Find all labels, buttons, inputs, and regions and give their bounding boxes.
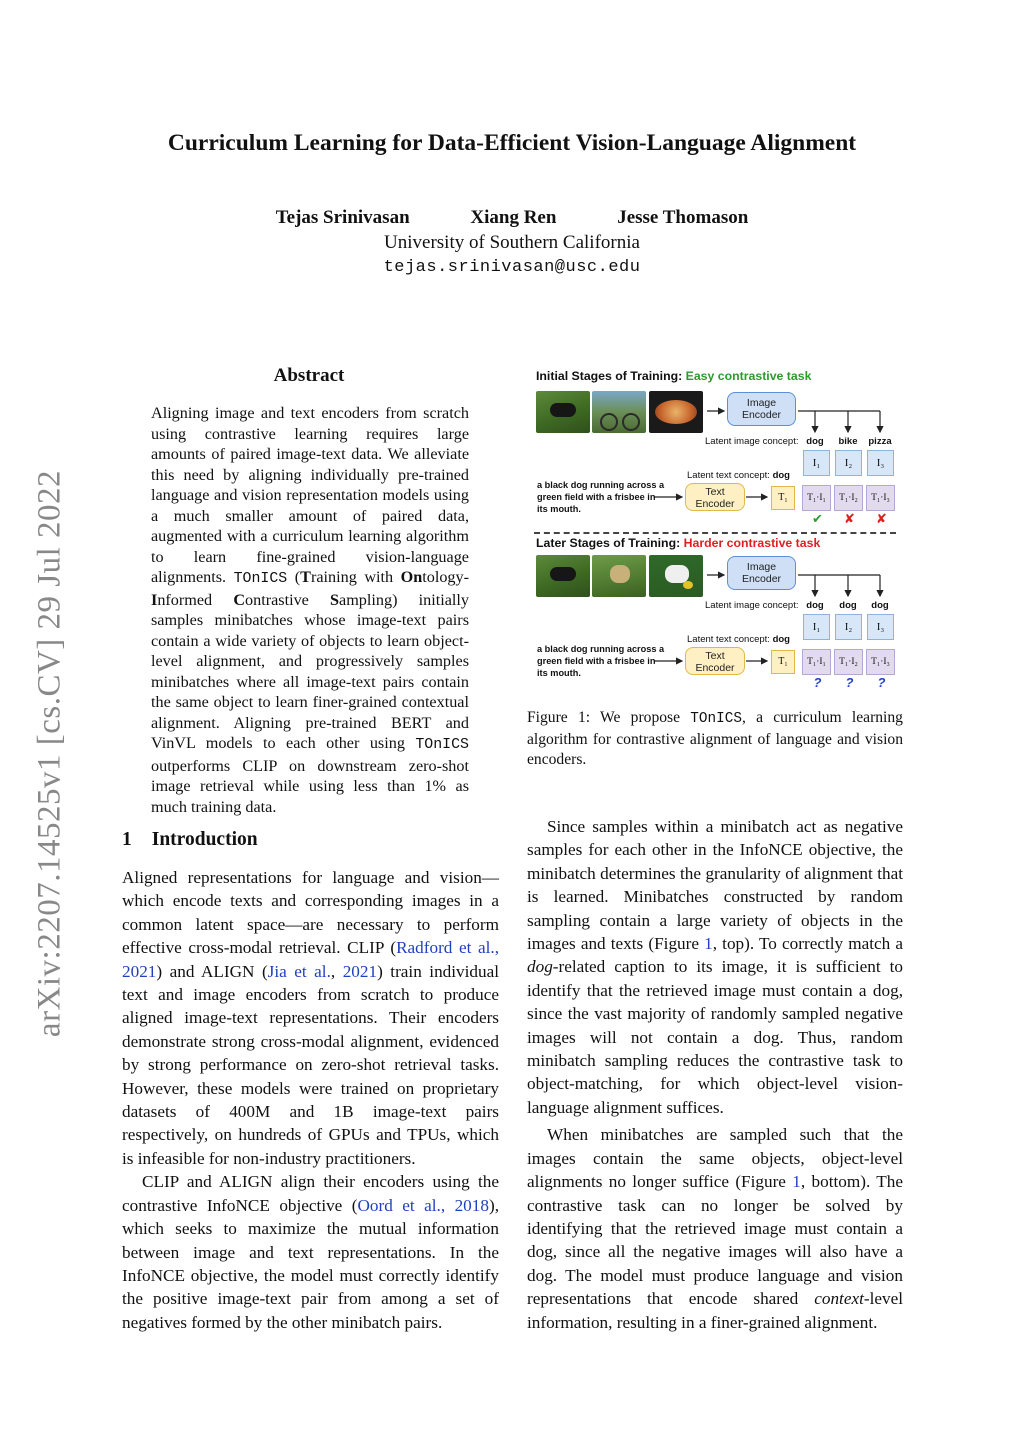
abstract-heading: Abstract [273,365,345,386]
image-vector: I₃ [867,450,894,476]
concept-label: dog [806,600,824,611]
figure-1 [534,366,906,696]
figure-bottom-stage-label: Later Stages of Training: Harder contrastive task [536,536,821,550]
question-icon: ? [877,675,886,690]
image-encoder-box: Image Encoder [727,556,796,590]
image-encoder-box: Image Encoder [727,392,796,426]
author-email[interactable]: tejas.srinivasan@usc.edu [383,258,641,277]
caption-text: a black dog running across a green field with a frisbee in its mouth. [537,644,665,678]
latent-image-label: Latent image concept: [705,436,799,447]
check-icon: ✔ [812,511,823,526]
citation-link[interactable]: Oord et al., 2018 [357,1195,489,1215]
author-name: Jesse Thomason [617,207,749,228]
dog-photo [536,391,590,433]
method-name: TOnICS [415,737,469,753]
dot-product: T₁·I₃ [866,485,895,511]
image-vector: I₁ [803,450,830,476]
question-icon: ? [813,675,822,690]
latent-text-label: Latent text concept: dog [687,634,790,645]
question-icon: ? [845,675,854,690]
abstract-body: Aligning image and text encoders from scratch using contrastive learning requires large amounts of paired image-text data. We alleviate this need by aligning individually pre-trained language and vision representation models using a much smaller amount of paired data, augmented with a curriculum learning algorithm to learn fine-grained vision-language alignments. TOnICS (Training with Ontology-Informed Contrastive Sampling) initially samples minibatches whose image-text pairs contain a wide variety of objects to learn object-level alignment, and progressively samples minibatches where all image-text pairs contain the same object to learn finer-grained contextual alignment. Aligning pre-trained BERT and VinVL models to each other using TOnICS outperforms CLIP on downstream zero-shot image retrieval while using less than 1% as much training data. [151,404,469,816]
concept-label: dog [839,600,857,611]
section-heading: 1 Introduction [122,829,258,850]
bike-photo [592,391,646,433]
latent-image-label: Latent image concept: [705,600,799,611]
dot-product: T₁·I₃ [866,649,895,675]
pizza-photo [649,391,703,433]
concept-label: dog [806,436,824,447]
cross-icon: ✘ [876,511,887,526]
text-vector: T₁ [771,486,795,510]
figure-top-stage-label: Initial Stages of Training: Easy contrastive task [536,369,812,383]
latent-text-label: Latent text concept: dog [687,470,790,481]
dot-product: T₁·I₁ [802,649,831,675]
author-name: Xiang Ren [470,207,557,228]
author-list [0,207,1024,229]
concept-label: pizza [868,436,892,447]
citation-link[interactable]: Jia et al. [267,961,331,981]
method-name: TOnICS [233,571,288,587]
citation-link[interactable]: Radford et al., 2021 [122,938,499,981]
dog-photo [536,555,590,597]
paper-title: Curriculum Learning for Data-Efficient Vision-Language Alignment [167,130,857,156]
dot-product: T₁·I₁ [802,485,831,511]
concept-label: dog [871,600,889,611]
dog-photo [592,555,646,597]
text-encoder-box: Text Encoder [685,647,745,675]
right-column-body: Since samples within a minibatch act as negative samples for each other in the InfoNCE objective, the minibatch determines the granularity of alignment that is learned. Minibatches constructed by random sampling contain a large variety of objects in the images and texts (Figure 1, top). To correctly match a dog-related caption to its image, it is sufficient to identify that the retrieved image must contain a dog, since the vast majority of randomly sampled negative images will not contain a dog. Thus, random minibatch sampling reduces the contrastive task to object-matching, for which object-level vision-language alignment suffices. When minibatches are sampled such that the images contain the same objects, object-level alignments no longer suffice (Figure 1, bottom). The contrastive task can no longer be solved by identifying that the retrieved image must contain a dog, since all the negative images will also have a dog. The model must produce language and vision representations that encode shared context-level information, resulting in a finer-grained alignment. [527,817,904,1332]
concept-label: bike [838,436,858,447]
image-vector: I₁ [803,614,830,640]
image-vector: I₃ [867,614,894,640]
dot-product: T₁·I₂ [834,649,863,675]
left-column-body: Aligned representations for language and vision—which encode texts and corresponding images in a common latent space—are necessary to perform effective cross-modal retrieval. CLIP (Radford et al., 2021) and ALIGN (Jia et al., 2021) train individual text and image encoders from scratch to produce aligned image-text representations. Their encoders demonstrate strong cross-modal alignment, evidenced by strong performance on zero-shot retrieval tasks. However, these models were trained on proprietary datasets of 400M and 1B image-text pairs respectively, on hundreds of GPUs and TPUs, which is infeasible for non-industry practitioners. CLIP and ALIGN align their encoders using the contrastive InfoNCE objective (Oord et al., 2018), which seeks to maximize the mutual information between image and text representations. In the InfoNCE objective, the model must correctly identify the positive image-text pair from among a set of negatives formed by the other minibatch pairs. [122,868,500,1332]
caption-text: a black dog running across a green field with a frisbee in its mouth. [537,480,665,514]
text-encoder-box: Text Encoder [685,483,745,511]
stage-divider [534,532,896,534]
author-name: Tejas Srinivasan [275,207,410,228]
affiliation: University of Southern California [384,232,640,253]
cross-icon: ✘ [844,511,855,526]
arxiv-side-stamp: arXiv:2207.14525v1 [cs.CV] 29 Jul 2022 [31,469,68,1038]
dog-photo [649,555,703,597]
citation-link[interactable]: 2021 [342,961,378,981]
text-vector: T₁ [771,650,795,674]
figure-ref-link[interactable]: 1 [704,934,713,954]
image-vector: I₂ [835,450,862,476]
figure-caption: Figure 1: We propose TOnICS, a curriculum learning algorithm for contrastive alignment of language and vision encoders. [527,709,903,768]
dot-product: T₁·I₂ [834,485,863,511]
image-vector: I₂ [835,614,862,640]
figure-ref-link[interactable]: 1 [792,1172,801,1192]
